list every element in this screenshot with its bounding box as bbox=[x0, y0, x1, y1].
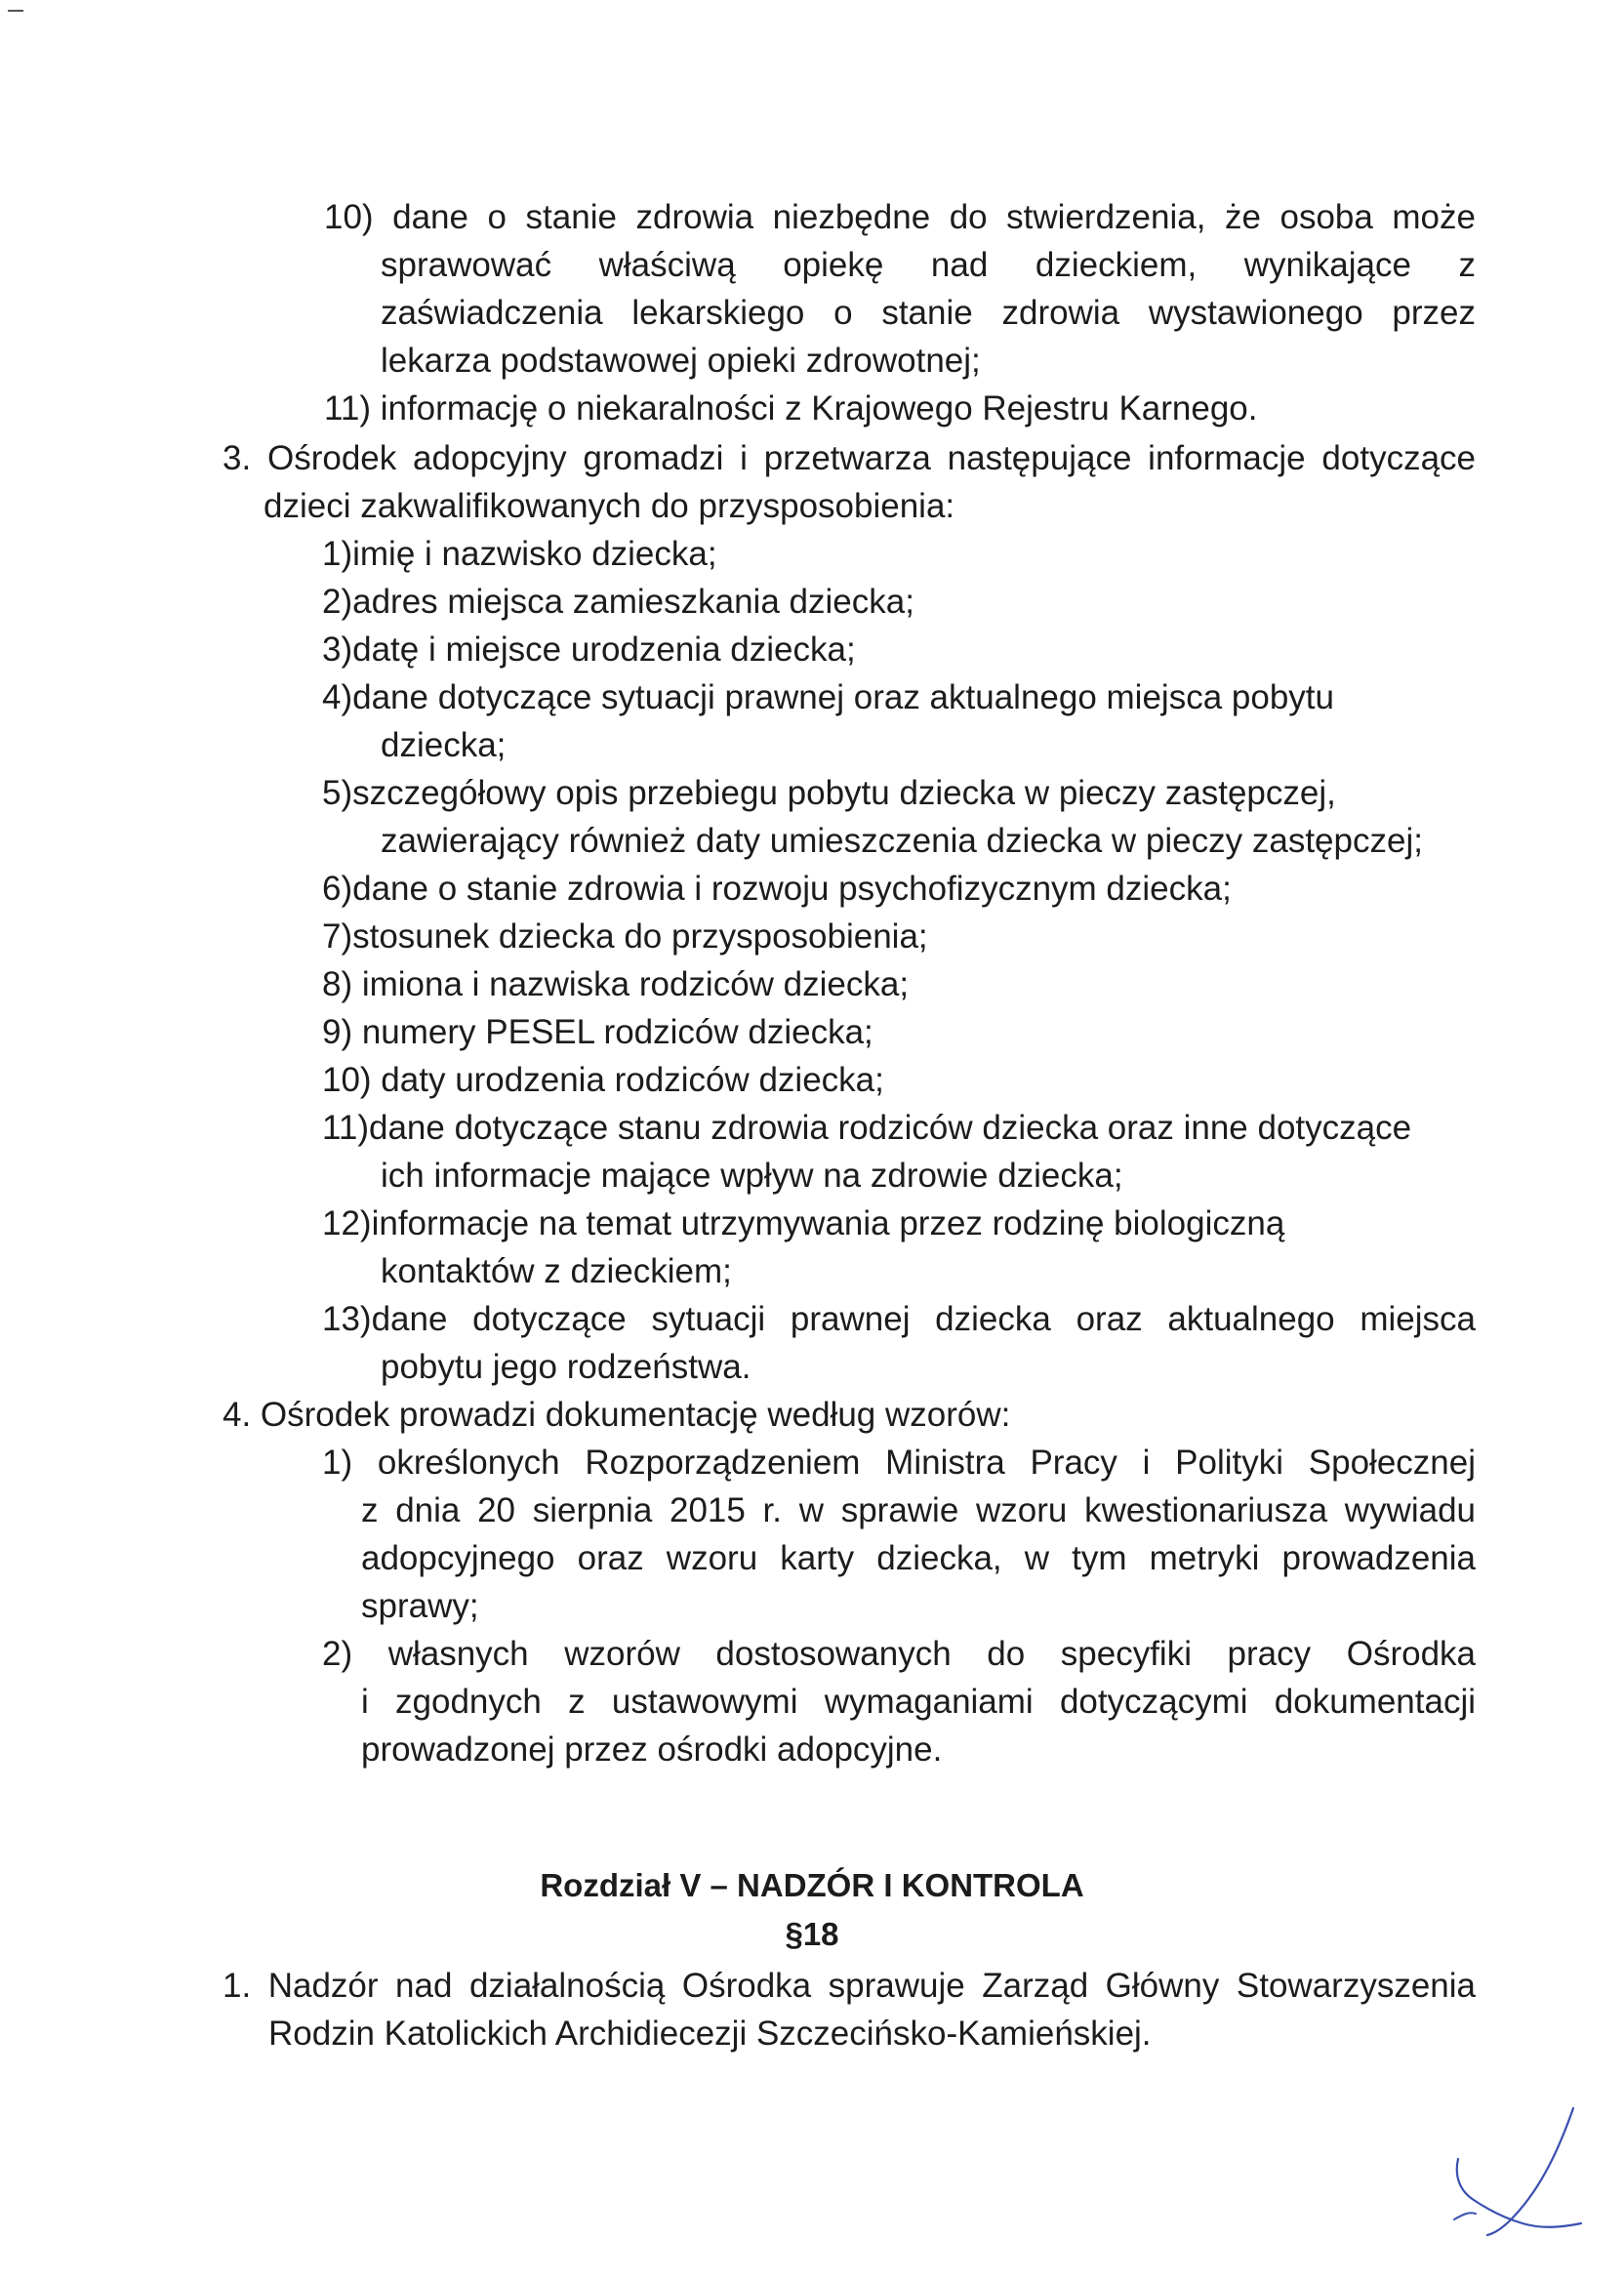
section-4-item-2-line-3: prowadzonej przez ośrodki adopcyjne. bbox=[361, 1730, 943, 1769]
section-3-item-11-cont: ich informacje mające wpływ na zdrowie dziecka; bbox=[381, 1157, 1123, 1195]
section-3-item-11: 11)dane dotyczące stanu zdrowia rodziców dziecka oraz inne dotyczące bbox=[322, 1109, 1412, 1147]
item-10-line-3: zaświadczenia lekarskiego o stanie zdrowia wystawionego przez bbox=[381, 294, 1476, 332]
section-3-item-9: 9) numery PESEL rodziców dziecka; bbox=[322, 1013, 873, 1051]
section-3-item-13: 13)dane dotyczące sytuacji prawnej dziecka oraz aktualnego miejsca bbox=[322, 1300, 1476, 1338]
section-4-intro: 4. Ośrodek prowadzi dokumentację według wzorów: bbox=[223, 1396, 1011, 1434]
section-3-intro-line-1: 3. Ośrodek adopcyjny gromadzi i przetwarza następujące informacje dotyczące bbox=[223, 439, 1476, 477]
chapter-title: Rozdział V – NADZÓR I KONTROLA bbox=[540, 1867, 1084, 1903]
item-11: 11) informację o niekaralności z Krajowego Rejestru Karnego. bbox=[324, 389, 1258, 428]
paragraph-number: §18 bbox=[785, 1916, 839, 1952]
section-3-item-2: 2)adres miejsca zamieszkania dziecka; bbox=[322, 583, 914, 621]
section-3-item-8: 8) imiona i nazwiska rodziców dziecka; bbox=[322, 965, 910, 1003]
section-3-item-5-cont: zawierający również daty umieszczenia dziecka w pieczy zastępczej; bbox=[381, 822, 1423, 860]
section-3-item-4-cont: dziecka; bbox=[381, 726, 507, 764]
section-4-item-2-line-2: i zgodnych z ustawowymi wymaganiami dotyczącymi dokumentacji bbox=[361, 1683, 1476, 1721]
section-3-item-12-cont: kontaktów z dzieckiem; bbox=[381, 1252, 732, 1290]
section-3-item-6: 6)dane o stanie zdrowia i rozwoju psychofizycznym dziecka; bbox=[322, 870, 1232, 908]
section-3-item-1: 1)imię i nazwisko dziecka; bbox=[322, 535, 717, 573]
chapter-point-1-line-2: Rodzin Katolickich Archidiecezji Szczecińsko-Kamieńskiej. bbox=[268, 2015, 1152, 2053]
section-3-item-3: 3)datę i miejsce urodzenia dziecka; bbox=[322, 631, 856, 669]
handwritten-initials-signature bbox=[1444, 2098, 1591, 2245]
section-4-item-1-line-2: z dnia 20 sierpnia 2015 r. w sprawie wzoru kwestionariusza wywiadu bbox=[361, 1491, 1476, 1529]
item-10-line-2: sprawować właściwą opiekę nad dzieckiem, wynikające z bbox=[381, 246, 1476, 284]
section-3-item-13-cont: pobytu jego rodzeństwa. bbox=[381, 1348, 751, 1386]
section-3-item-7: 7)stosunek dziecka do przysposobienia; bbox=[322, 917, 928, 956]
item-10-line-4: lekarza podstawowej opieki zdrowotnej; bbox=[381, 342, 981, 380]
section-3-item-12: 12)informacje na temat utrzymywania przez rodzinę biologiczną bbox=[322, 1204, 1285, 1242]
page-edge-mark bbox=[8, 10, 23, 12]
section-4-item-1-line-4: sprawy; bbox=[361, 1587, 479, 1625]
section-4-item-1-line-3: adopcyjnego oraz wzoru karty dziecka, w tym metryki prowadzenia bbox=[361, 1539, 1476, 1577]
section-3-intro-line-2: dzieci zakwalifikowanych do przysposobienia: bbox=[264, 487, 955, 525]
section-3-item-4: 4)dane dotyczące sytuacji prawnej oraz aktualnego miejsca pobytu bbox=[322, 678, 1334, 716]
section-4-item-1-line-1: 1) określonych Rozporządzeniem Ministra Pracy i Polityki Społecznej bbox=[322, 1444, 1476, 1482]
chapter-point-1-line-1: 1. Nadzór nad działalnością Ośrodka sprawuje Zarząd Główny Stowarzyszenia bbox=[223, 1967, 1476, 2005]
section-3-item-10: 10) daty urodzenia rodziców dziecka; bbox=[322, 1061, 884, 1099]
section-3-item-5: 5)szczegółowy opis przebiegu pobytu dziecka w pieczy zastępczej, bbox=[322, 774, 1336, 812]
item-10-line-1: 10) dane o stanie zdrowia niezbędne do stwierdzenia, że osoba może bbox=[324, 198, 1476, 236]
section-4-item-2-line-1: 2) własnych wzorów dostosowanych do specyfiki pracy Ośrodka bbox=[322, 1635, 1476, 1673]
